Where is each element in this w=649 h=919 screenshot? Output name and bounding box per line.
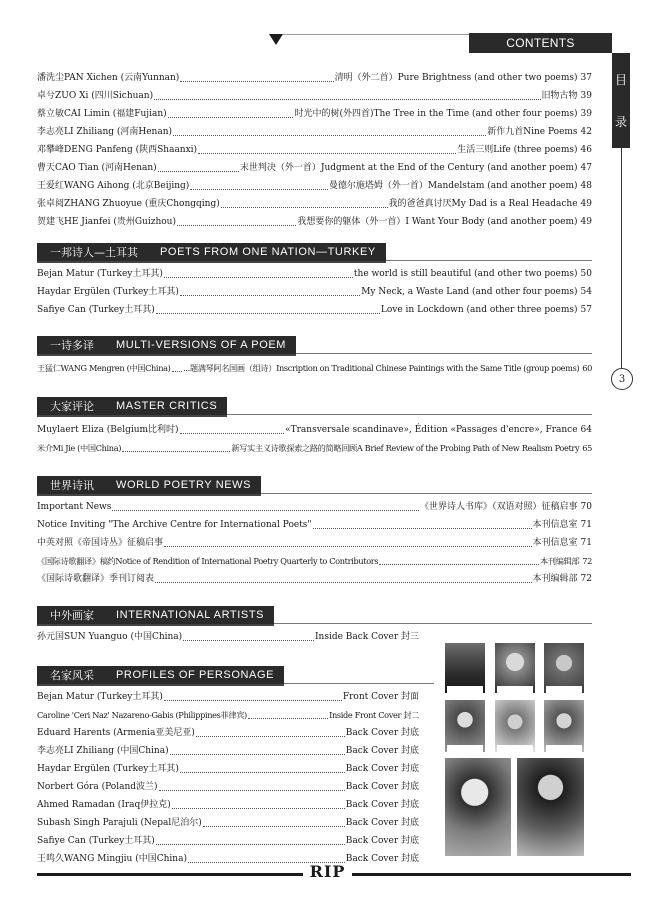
toc-entry (37, 265, 592, 283)
portrait-photo (495, 700, 535, 752)
toc-page-number: 60 (582, 363, 592, 373)
toc-leader-dots (180, 772, 345, 773)
side-rule (621, 148, 622, 370)
toc-entry (37, 195, 592, 213)
toc-leader-dots (172, 371, 183, 372)
section-heading-multi (37, 336, 296, 356)
toc-entry-author: Haydar Ergülen (Turkey土耳其) (37, 764, 179, 774)
toc-entry (37, 706, 419, 724)
section-heading-artists (37, 606, 274, 626)
toc-entry-title: 末世判决（外一首）Judgment at the End of the Century (and another poem) (239, 163, 578, 173)
section-heading-news (37, 476, 261, 496)
toc-entry-title: Back Cover 封底 (345, 836, 419, 846)
portrait-photo (517, 758, 584, 856)
toc-leader-dots (180, 295, 360, 296)
toc-page-number: 46 (580, 145, 592, 155)
toc-page-number: 64 (580, 425, 592, 435)
toc-page-number: 39 (580, 91, 592, 101)
toc-entry-title: 本刊信息室 (532, 538, 578, 548)
toc-entry-author: Subash Singh Parajuli (Nepal尼泊尔) (37, 818, 202, 828)
toc-leader-dots (180, 81, 333, 82)
toc-entry-title: 本刊编辑部 (532, 574, 578, 584)
toc-entry-author: Caroline 'Ceri Naz' Nazareno-Gabis (Philippines菲律宾) (37, 710, 247, 720)
toc-entry-title: 时光中的树(外四首)The Tree in the Time (and other four poems) (294, 109, 578, 119)
toc-page-number: 49 (580, 217, 592, 227)
toc-entry-author: Norbert Góra (Poland波兰) (37, 782, 158, 792)
toc-entry (37, 796, 419, 814)
toc-entry (37, 105, 592, 123)
toc-entry-title: Back Cover 封底 (345, 818, 419, 828)
toc-entry (37, 688, 419, 706)
toc-entry-author: 中英对照《帝国诗丛》征稿启事 (37, 538, 164, 548)
toc-leader-dots (203, 826, 345, 827)
toc-list-multi (37, 359, 592, 377)
toc-entry-author: Safiye Can (Turkey土耳其) (37, 305, 155, 315)
portrait-photo (544, 643, 584, 693)
toc-entry-author: 《国际诗歌翻译》季刊订阅表 (37, 574, 155, 584)
toc-entry-author: 王猛仁WANG Mengren (中国China) (37, 363, 171, 373)
toc-entry-title: Front Cover 封面 (342, 692, 419, 702)
toc-page-number: 71 (580, 520, 592, 530)
toc-entry (37, 628, 419, 646)
toc-entry-title: Inside Front Cover 封二 (329, 710, 419, 720)
toc-leader-dots (156, 313, 380, 314)
toc-entry-author: Bejan Matur (Turkey土耳其) (37, 692, 163, 702)
toc-entry (37, 439, 592, 457)
toc-leader-dots (164, 546, 532, 547)
toc-entry (37, 421, 592, 439)
toc-entry-title: 我想要你的躯体（外一首）I Want Your Body (and another poem) (297, 217, 578, 227)
triangle-marker (269, 34, 283, 45)
section-en: PROFILES OF PERSONAGE (116, 669, 275, 681)
toc-leader-dots (122, 451, 230, 452)
toc-entry (37, 742, 419, 760)
toc-leader-dots (164, 700, 342, 701)
section-cn: 一诗多译 (50, 339, 94, 352)
portrait-photo (495, 643, 535, 693)
section-en: MULTI-VERSIONS OF A POEM (116, 339, 287, 351)
toc-page-number: 54 (580, 287, 592, 297)
toc-entry-author: Notice Inviting "The Archive Centre for International Poets" (37, 520, 312, 530)
toc-leader-dots (172, 808, 345, 809)
toc-page-number: 47 (580, 163, 592, 173)
toc-entry (37, 177, 592, 195)
toc-entry-author: 蔡立敏CAI Limin (福建Fujian) (37, 109, 167, 119)
section-cn: 世界诗讯 (50, 479, 94, 492)
toc-entry (37, 213, 592, 231)
section-cn: 中外画家 (50, 609, 94, 622)
portrait-photo (445, 758, 511, 856)
toc-leader-dots (159, 790, 345, 791)
toc-entry-title: Love in Lockdown (and other three poems) (380, 305, 578, 315)
toc-page-number: 39 (580, 109, 592, 119)
toc-entry-title: My Neck, a Waste Land (and other four poems) (361, 287, 578, 297)
toc-page-number: 72 (580, 574, 592, 584)
toc-entry-title: Back Cover 封底 (345, 854, 419, 864)
toc-entry (37, 498, 592, 516)
toc-entry (37, 778, 419, 796)
toc-leader-dots (379, 564, 539, 565)
portrait-photo (445, 643, 485, 693)
toc-entry (37, 301, 592, 319)
section-heading-critics (37, 397, 227, 417)
toc-entry (37, 69, 592, 87)
toc-entry-author: 米介Mi Jie (中国China) (37, 443, 122, 453)
toc-entry-author: Bejan Matur (Turkey土耳其) (37, 269, 163, 279)
footer-rule-right (352, 873, 631, 876)
portrait-collage (443, 643, 585, 858)
toc-entry-title: Back Cover 封底 (345, 800, 419, 810)
toc-leader-dots (156, 844, 345, 845)
toc-list-turkey (37, 265, 592, 319)
toc-entry (37, 283, 592, 301)
toc-entry-author: 曹天CAO Tian (河南Henan) (37, 163, 157, 173)
side-char-2: 录 (614, 114, 627, 129)
toc-leader-dots (196, 736, 345, 737)
toc-leader-dots (112, 510, 419, 511)
toc-leader-dots (190, 189, 328, 190)
toc-entry-title: 清明（外二首）Pure Brightness (and other two poems) (334, 73, 578, 83)
toc-page-number: 49 (580, 199, 592, 209)
toc-entry (37, 850, 419, 868)
toc-leader-dots (198, 153, 456, 154)
toc-entry (37, 123, 592, 141)
section-cn: 一邦诗人—土耳其 (50, 246, 138, 259)
toc-page-number: 42 (580, 127, 592, 137)
toc-entry-title: 《世界诗人书库》（双语对照）征稿启事 (420, 502, 578, 512)
toc-leader-dots (180, 433, 285, 434)
toc-entry-author: Muylaert Eliza (Belgium比利时) (37, 425, 179, 435)
toc-list-profiles (37, 688, 419, 868)
toc-entry (37, 359, 592, 377)
toc-leader-dots (221, 207, 388, 208)
page-number: 3 (611, 368, 633, 390)
toc-entry (37, 760, 419, 778)
toc-page-number: 48 (580, 181, 592, 191)
header-rule (283, 34, 469, 35)
toc-leader-dots (168, 117, 294, 118)
portrait-photo (445, 700, 485, 752)
section-heading-turkey (37, 243, 386, 263)
toc-entry-title: Back Cover 封底 (345, 728, 419, 738)
toc-leader-dots (170, 754, 345, 755)
toc-entry-title: Back Cover 封底 (345, 764, 419, 774)
toc-list-artists (37, 628, 419, 646)
toc-entry-title: 我的爸爸真讨厌My Dad is a Real Headache (388, 199, 578, 209)
toc-entry-title: 生活三则Life (three poems) (457, 145, 578, 155)
toc-leader-dots (154, 99, 540, 100)
toc-page-number: 72 (582, 556, 592, 566)
toc-entry-author: 王鸣久WANG Mingjiu (中国China) (37, 854, 187, 864)
toc-entry-title: 新写实主义诗歌探索之路的简略回顾A Brief Review of the Probing Path of New Realism Poetry (231, 443, 580, 453)
toc-entry (37, 814, 419, 832)
toc-leader-dots (177, 225, 296, 226)
toc-entry-author: 贺建飞HE Jianfei (贵州Guizhou) (37, 217, 176, 227)
toc-entry-author: 李志亮LI Zhiliang (中国China) (37, 746, 169, 756)
section-cn: 大家评论 (50, 400, 94, 413)
toc-page-number: 70 (580, 502, 592, 512)
toc-list-news (37, 498, 592, 588)
toc-list-top (37, 69, 592, 231)
toc-page-number: 57 (580, 305, 592, 315)
toc-leader-dots (248, 718, 328, 719)
toc-page-number: 37 (580, 73, 592, 83)
toc-entry-author: Eduard Harents (Armenia亚美尼亚) (37, 728, 195, 738)
toc-page-number: 71 (580, 538, 592, 548)
section-cn: 名家风采 (50, 669, 94, 682)
toc-entry-title: 新作九首Nine Poems (487, 127, 578, 137)
contents-title: CONTENTS (469, 33, 612, 53)
toc-entry-author: Important News (37, 502, 112, 512)
section-en: INTERNATIONAL ARTISTS (116, 609, 265, 621)
toc-entry-title: Back Cover 封底 (345, 746, 419, 756)
toc-leader-dots (155, 582, 532, 583)
toc-entry (37, 552, 592, 570)
toc-entry-title: 本刊编辑部 (540, 556, 580, 566)
toc-entry (37, 570, 592, 588)
side-tab (612, 53, 630, 148)
section-en: WORLD POETRY NEWS (116, 479, 252, 491)
section-en: MASTER CRITICS (116, 400, 218, 412)
toc-entry-author: 潘洗尘PAN Xichen (云南Yunnan) (37, 73, 180, 83)
portrait-photo (544, 700, 584, 752)
toc-entry-author: 邓攀峰DENG Panfeng (陕西Shaanxi) (37, 145, 198, 155)
toc-entry (37, 159, 592, 177)
toc-entry-title: 曼德尔施塔姆（外一首）Mandelstam (and another poem) (328, 181, 578, 191)
footer-logo: RIP (309, 862, 346, 881)
toc-entry-author: 王爱红WANG Aihong (北京Beijing) (37, 181, 190, 191)
toc-page-number: 65 (582, 443, 592, 453)
toc-leader-dots (313, 528, 532, 529)
toc-entry-title: Inside Back Cover 封三 (314, 632, 419, 642)
toc-entry-title: ...题满琴阿名国画（组诗）Inscription on Traditional Chinese Paintings with the Same Title (group poems) (183, 363, 580, 373)
footer-rule-left (37, 873, 303, 876)
toc-entry (37, 534, 592, 552)
toc-entry-author: Haydar Ergülen (Turkey土耳其) (37, 287, 179, 297)
toc-entry-title: 本刊信息室 (532, 520, 578, 530)
toc-entry-author: 张卓阅ZHANG Zhuoyue (重庆Chongqing) (37, 199, 220, 209)
toc-entry (37, 87, 592, 105)
toc-entry-title: 旧物古物 (541, 91, 578, 101)
toc-leader-dots (183, 640, 314, 641)
toc-entry (37, 724, 419, 742)
toc-entry-author: Ahmed Ramadan (Iraq伊拉克) (37, 800, 171, 810)
toc-entry (37, 516, 592, 534)
toc-leader-dots (164, 277, 353, 278)
toc-list-critics (37, 421, 592, 457)
toc-entry-author: 李志亮LI Zhiliang (河南Henan) (37, 127, 173, 137)
toc-entry (37, 832, 419, 850)
side-char-1: 目 (614, 73, 627, 88)
toc-entry-title: «Transversale scandinave», Édition «Passages d'encre», France (285, 425, 578, 435)
toc-entry-author: Safiye Can (Turkey土耳其) (37, 836, 155, 846)
toc-leader-dots (173, 135, 486, 136)
toc-leader-dots (158, 171, 239, 172)
toc-page-number: 50 (580, 269, 592, 279)
toc-entry-title: the world is still beautiful (and other two poems) (353, 269, 578, 279)
section-heading-profiles (37, 666, 284, 686)
section-en: POETS FROM ONE NATION—TURKEY (160, 246, 376, 258)
toc-entry-title: Back Cover 封底 (345, 782, 419, 792)
toc-entry (37, 141, 592, 159)
toc-entry-author: 《国际诗歌翻译》稿约Notice of Rendition of International Poetry Quarterly to Contributors (37, 556, 379, 566)
toc-entry-author: 孙元国SUN Yuanguo (中国China) (37, 632, 183, 642)
toc-entry-author: 卓兮ZUO Xi (四川Sichuan) (37, 91, 154, 101)
